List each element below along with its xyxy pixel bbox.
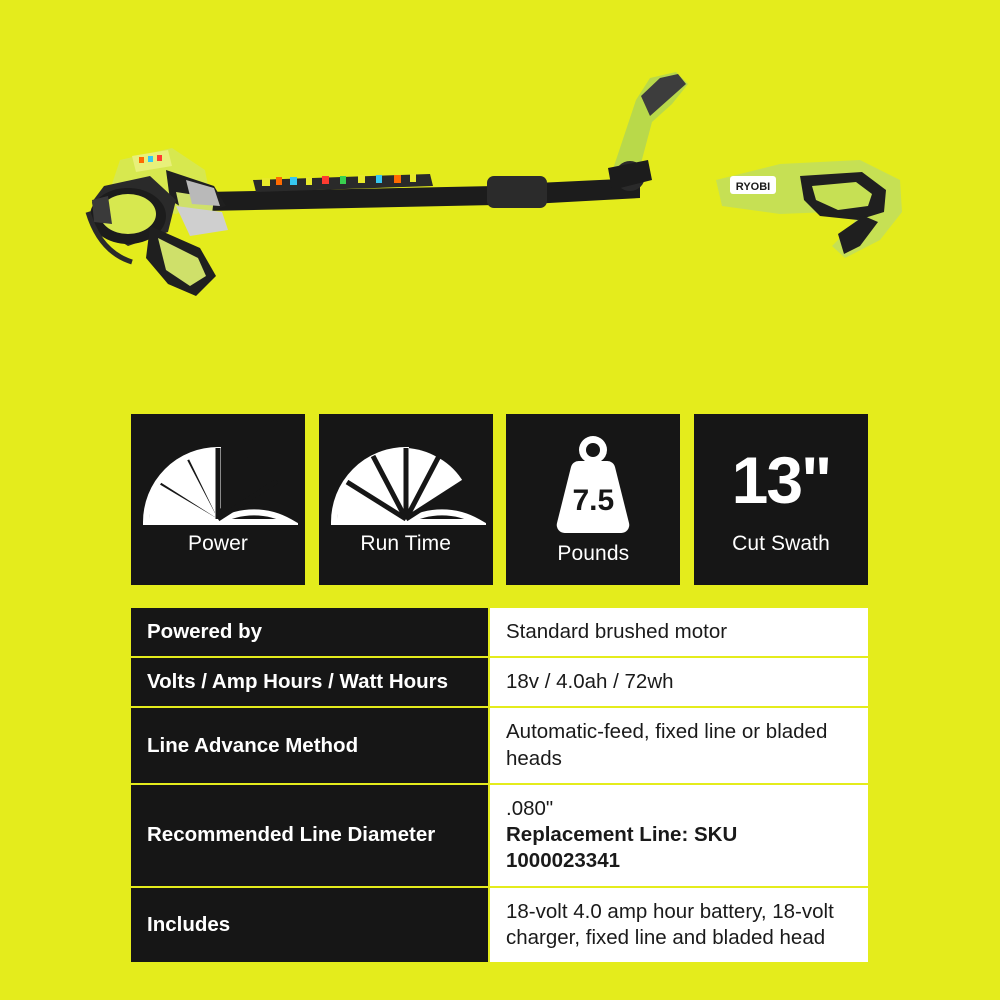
spec-value-text: Automatic-feed, fixed line or bladed heads xyxy=(506,720,828,770)
table-row xyxy=(131,707,868,783)
badge-run-time xyxy=(319,414,493,585)
spec-key: Includes xyxy=(131,887,489,962)
badge-weight xyxy=(506,414,680,585)
badge-cut-swath xyxy=(694,414,868,585)
spec-key: Volts / Amp Hours / Watt Hours xyxy=(131,657,489,707)
spec-value xyxy=(489,784,868,887)
trimmer-head xyxy=(88,148,228,296)
spec-value xyxy=(489,608,868,657)
spec-value xyxy=(489,657,868,707)
badge-label: Pounds xyxy=(557,542,630,565)
table-row xyxy=(131,657,868,707)
table-row xyxy=(131,784,868,887)
weight-value: 7.5 xyxy=(572,484,615,517)
auxiliary-handle xyxy=(608,72,688,191)
spec-value-text: 18-volt 4.0 amp hour battery, 18-volt charger, fixed line and bladed head xyxy=(506,899,834,949)
badge-label: Cut Swath xyxy=(732,532,830,555)
badge-label: Power xyxy=(187,532,249,555)
brand-logo-text: RYOBI xyxy=(735,181,771,193)
spec-value-bold-text: Replacement Line: SKU 1000023341 xyxy=(506,823,738,873)
spec-value-text: 18v / 4.0ah / 72wh xyxy=(506,670,674,694)
cut-swath-icon xyxy=(732,428,831,532)
badge-label: Run Time xyxy=(360,532,451,555)
trimmer-shaft xyxy=(205,174,640,211)
cut-swath-value: 13" xyxy=(731,443,831,517)
feature-badges xyxy=(131,414,868,585)
gauge-power-icon xyxy=(138,428,298,532)
table-row xyxy=(131,608,868,657)
spec-value xyxy=(489,887,868,962)
rear-handle xyxy=(716,160,902,258)
spec-value-text: Standard brushed motor xyxy=(506,620,728,643)
spec-key: Line Advance Method xyxy=(131,707,489,783)
weight-icon xyxy=(533,428,653,540)
gauge-runtime-icon xyxy=(326,428,486,532)
specifications-table xyxy=(131,608,868,962)
table-row xyxy=(131,887,868,962)
badge-power xyxy=(131,414,305,585)
spec-value-text: .080" xyxy=(506,796,554,820)
spec-key: Recommended Line Diameter xyxy=(131,784,489,887)
product-image xyxy=(0,0,1000,375)
spec-key: Powered by xyxy=(131,608,489,657)
spec-value xyxy=(489,707,868,783)
